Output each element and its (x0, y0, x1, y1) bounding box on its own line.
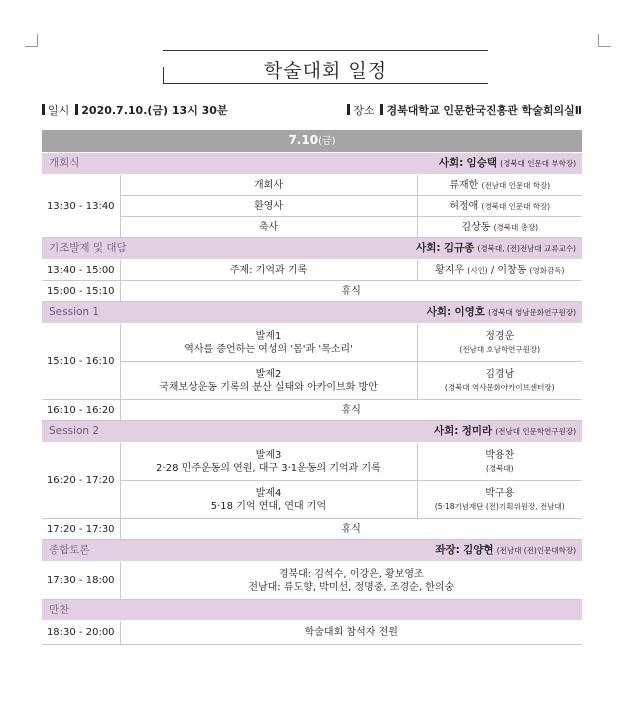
time-cell: 17:30 - 18:00 (42, 562, 120, 600)
speaker-affil: (5·18기념재단 (전)기획위원장, 전남대) (434, 501, 565, 511)
speaker-name: 박구용 (485, 487, 515, 499)
speaker-cell (417, 324, 582, 362)
time-cell: 15:10 - 16:10 (42, 324, 120, 400)
chair-name: 이영호 (454, 306, 485, 318)
table-row (42, 400, 582, 421)
schedule-table (42, 130, 582, 645)
break-cell: 휴식 (120, 400, 582, 421)
event-place (347, 102, 582, 118)
title-bottom-rule (163, 83, 488, 84)
person-cell: 류재한 (전남대 인문대 학장) (417, 175, 582, 196)
talk-number: 발제1 (255, 330, 282, 342)
table-row (42, 443, 582, 481)
program-cell: 환영사 (120, 196, 417, 217)
section-chair: 좌장: 김양현 (전남대 (전)인문대학장) (435, 544, 576, 556)
table-row (42, 562, 582, 600)
section-header-discussion (42, 540, 582, 562)
title-box (163, 50, 488, 84)
chair-name: 임승택 (466, 157, 497, 169)
panel-line-2: 전남대: 류도향, 박미선, 정명중, 조경순, 한의숭 (248, 581, 455, 593)
section-header-keynote (42, 238, 582, 260)
talk-cell (120, 481, 417, 519)
dinner-cell: 학술대회 참석자 전원 (120, 621, 582, 645)
talk-number: 발제2 (255, 368, 282, 380)
chair-name: 김규종 (443, 242, 475, 254)
person-cell: 황지우 (시인) / 이창동 (영화감독) (417, 260, 582, 281)
speaker-name: 박용찬 (485, 449, 515, 461)
table-row (42, 260, 582, 281)
break-cell: 휴식 (120, 281, 582, 302)
day-date: 7.10 (288, 133, 319, 147)
section-name: 기조발제 및 대담 (49, 242, 127, 254)
talk-number: 발제3 (255, 449, 282, 461)
date-value: 2020.7.10.(금) 13시 30분 (81, 104, 228, 117)
section-chair: 사회: 이영호 (경북대 영남문화연구원장) (426, 306, 576, 318)
panel-cell (120, 562, 582, 600)
talk-title: 5·18 기억 연대, 연대 기억 (210, 500, 327, 512)
speaker-cell (417, 481, 582, 519)
place-label: 장소 (353, 104, 375, 117)
event-date (42, 102, 228, 118)
program-cell: 축사 (120, 217, 417, 238)
page-corner-mark-left (25, 34, 38, 47)
time-cell: 16:20 - 17:20 (42, 443, 120, 519)
time-cell: 15:00 - 15:10 (42, 281, 120, 302)
chair-affil: (경북대 인문대 부학장) (500, 159, 576, 168)
chair-affil: (경북대, (전)전남대 교류교수) (477, 244, 576, 253)
time-cell: 17:20 - 17:30 (42, 519, 120, 540)
chair-affil: (전남대 인문학연구원장) (495, 427, 576, 436)
section-name: Session 1 (49, 306, 100, 318)
table-row (42, 362, 582, 400)
speaker-affil: (경북대) (485, 463, 514, 473)
person-cell: 김상동 (경북대 총장) (417, 217, 582, 238)
talk-title: 국채보상운동 기록의 분산 실태와 아카이브화 방안 (159, 381, 378, 393)
talk-title: 2·28 민주운동의 연원, 대구 3·1운동의 기억과 기록 (156, 462, 381, 474)
chair-affil: (전남대 (전)인문대학장) (496, 546, 576, 555)
time-cell: 18:30 - 20:00 (42, 621, 120, 645)
day-weekday: (금) (318, 136, 336, 147)
section-header-dinner (42, 600, 582, 621)
page-title: 학술대회 일정 (263, 60, 388, 82)
bullet-bar-icon (75, 104, 78, 115)
talk-title: 역사를 증언하는 여성의 '몸'과 '목소리' (184, 343, 353, 355)
time-cell: 16:10 - 16:20 (42, 400, 120, 421)
bullet-bar-icon (380, 104, 383, 115)
section-chair: 사회: 정미라 (전남대 인문학연구원장) (434, 425, 576, 437)
section-name: 만찬 (49, 604, 70, 616)
person-cell: 허정애 (경북대 인문대 학장) (417, 196, 582, 217)
table-row (42, 175, 582, 196)
page-corner-mark-right (598, 34, 611, 47)
table-row (42, 281, 582, 302)
section-name: 개회식 (49, 157, 80, 169)
section-header-opening (42, 153, 582, 175)
place-value: 경북대학교 인문한국진흥관 학술회의실Ⅱ (386, 104, 582, 117)
talk-number: 발제4 (255, 487, 282, 499)
speaker-cell (417, 443, 582, 481)
speaker-name: 정경운 (485, 330, 515, 342)
day-header (42, 130, 582, 153)
section-header-session1 (42, 302, 582, 324)
table-row (42, 621, 582, 645)
date-label: 일시 (48, 104, 70, 117)
time-cell: 13:30 - 13:40 (42, 175, 120, 238)
speaker-cell (417, 362, 582, 400)
talk-cell (120, 362, 417, 400)
section-name: 종합토론 (49, 544, 90, 556)
speaker-name: 김경남 (485, 368, 515, 380)
chair-name: 정미라 (461, 425, 493, 437)
talk-cell (120, 324, 417, 362)
section-header-session2 (42, 421, 582, 443)
break-cell: 휴식 (120, 519, 582, 540)
program-cell: 주제: 기억과 기록 (120, 260, 417, 281)
talk-cell (120, 443, 417, 481)
section-chair: 사회: 임승택 (경북대 인문대 부학장) (438, 157, 576, 169)
day-header-row (42, 130, 582, 153)
table-row (42, 217, 582, 238)
table-row (42, 519, 582, 540)
section-chair: 사회: 김규종 (경북대, (전)전남대 교류교수) (416, 242, 576, 254)
speaker-affil: (전남대 호남학연구원장) (459, 344, 541, 354)
table-row (42, 196, 582, 217)
chair-affil: (경북대 영남문화연구원장) (488, 308, 576, 317)
table-row (42, 481, 582, 519)
title-top-rule (163, 50, 488, 51)
time-cell: 13:40 - 15:00 (42, 260, 120, 281)
program-cell: 개회사 (120, 175, 417, 196)
panel-line-1: 경북대: 김석수, 이강은, 황보영조 (278, 568, 424, 580)
bullet-bar-icon (347, 104, 350, 115)
speaker-affil: (경북대 역사문화아카이브센터장) (444, 382, 555, 392)
table-row (42, 324, 582, 362)
bullet-bar-icon (42, 104, 45, 115)
chair-name: 김양현 (463, 544, 494, 556)
section-name: Session 2 (49, 425, 100, 437)
